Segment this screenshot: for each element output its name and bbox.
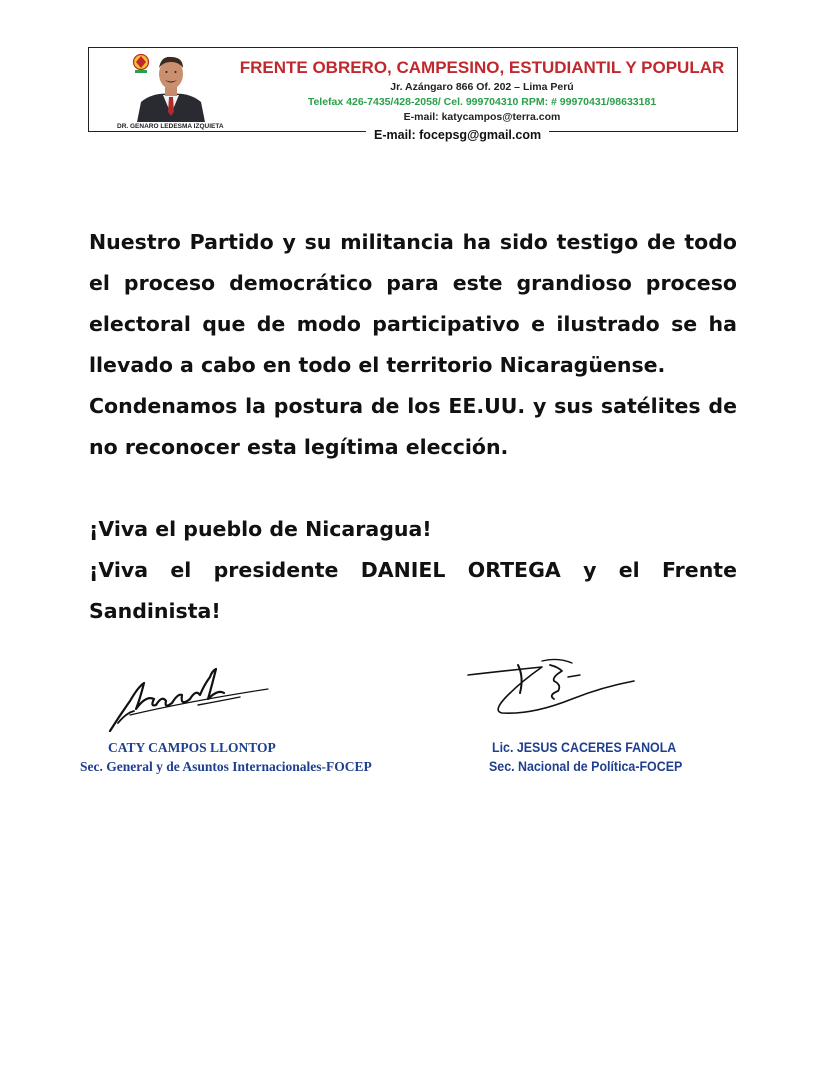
signature-right-image <box>462 655 642 720</box>
signatory-left-name: CATY CAMPOS LLONTOP <box>108 740 276 755</box>
organization-email-primary: E-mail: katycampos@terra.com <box>403 111 561 123</box>
signatory-right-title: Sec. Nacional de Política-FOCEP <box>489 759 683 774</box>
paragraph-testimony: Nuestro Partido y su militancia ha sido testigo de todo el proceso democrático para este grandioso proceso electoral que de modo participativo e ilustrado se ha llevado a cabo en todo el territorio Nicaragüense. <box>89 230 737 377</box>
paragraph-condemnation: Condenamos la postura de los EE.UU. y sus satélites de no reconocer esta legítima elección. <box>89 394 737 459</box>
paragraph-viva-pueblo: ¡Viva el pueblo de Nicaragua! <box>89 517 432 541</box>
signatory-right-name: Lic. JESUS CACERES FANOLA <box>492 740 677 755</box>
party-logo-icon <box>132 52 150 74</box>
photo-caption: DR. GENARO LEDESMA IZQUIETA <box>117 123 224 130</box>
letter-body <box>89 222 737 632</box>
organization-email-secondary: E-mail: focepsg@gmail.com <box>366 124 549 142</box>
signatory-left-title: Sec. General y de Asuntos Internacionales-FOCEP <box>80 759 372 774</box>
organization-name: FRENTE OBRERO, CAMPESINO, ESTUDIANTIL Y POPULAR <box>239 58 725 77</box>
organization-phones: Telefax 426-7435/428-2058/ Cel. 999704310 RPM: # 99970431/98633181 <box>307 96 657 108</box>
signature-left-image <box>100 665 280 740</box>
organization-address: Jr. Azángaro 866 Of. 202 – Lima Perú <box>390 81 574 93</box>
letterhead <box>88 47 738 132</box>
paragraph-viva-presidente: ¡Viva el presidente DANIEL ORTEGA y el Frente Sandinista! <box>89 558 737 623</box>
